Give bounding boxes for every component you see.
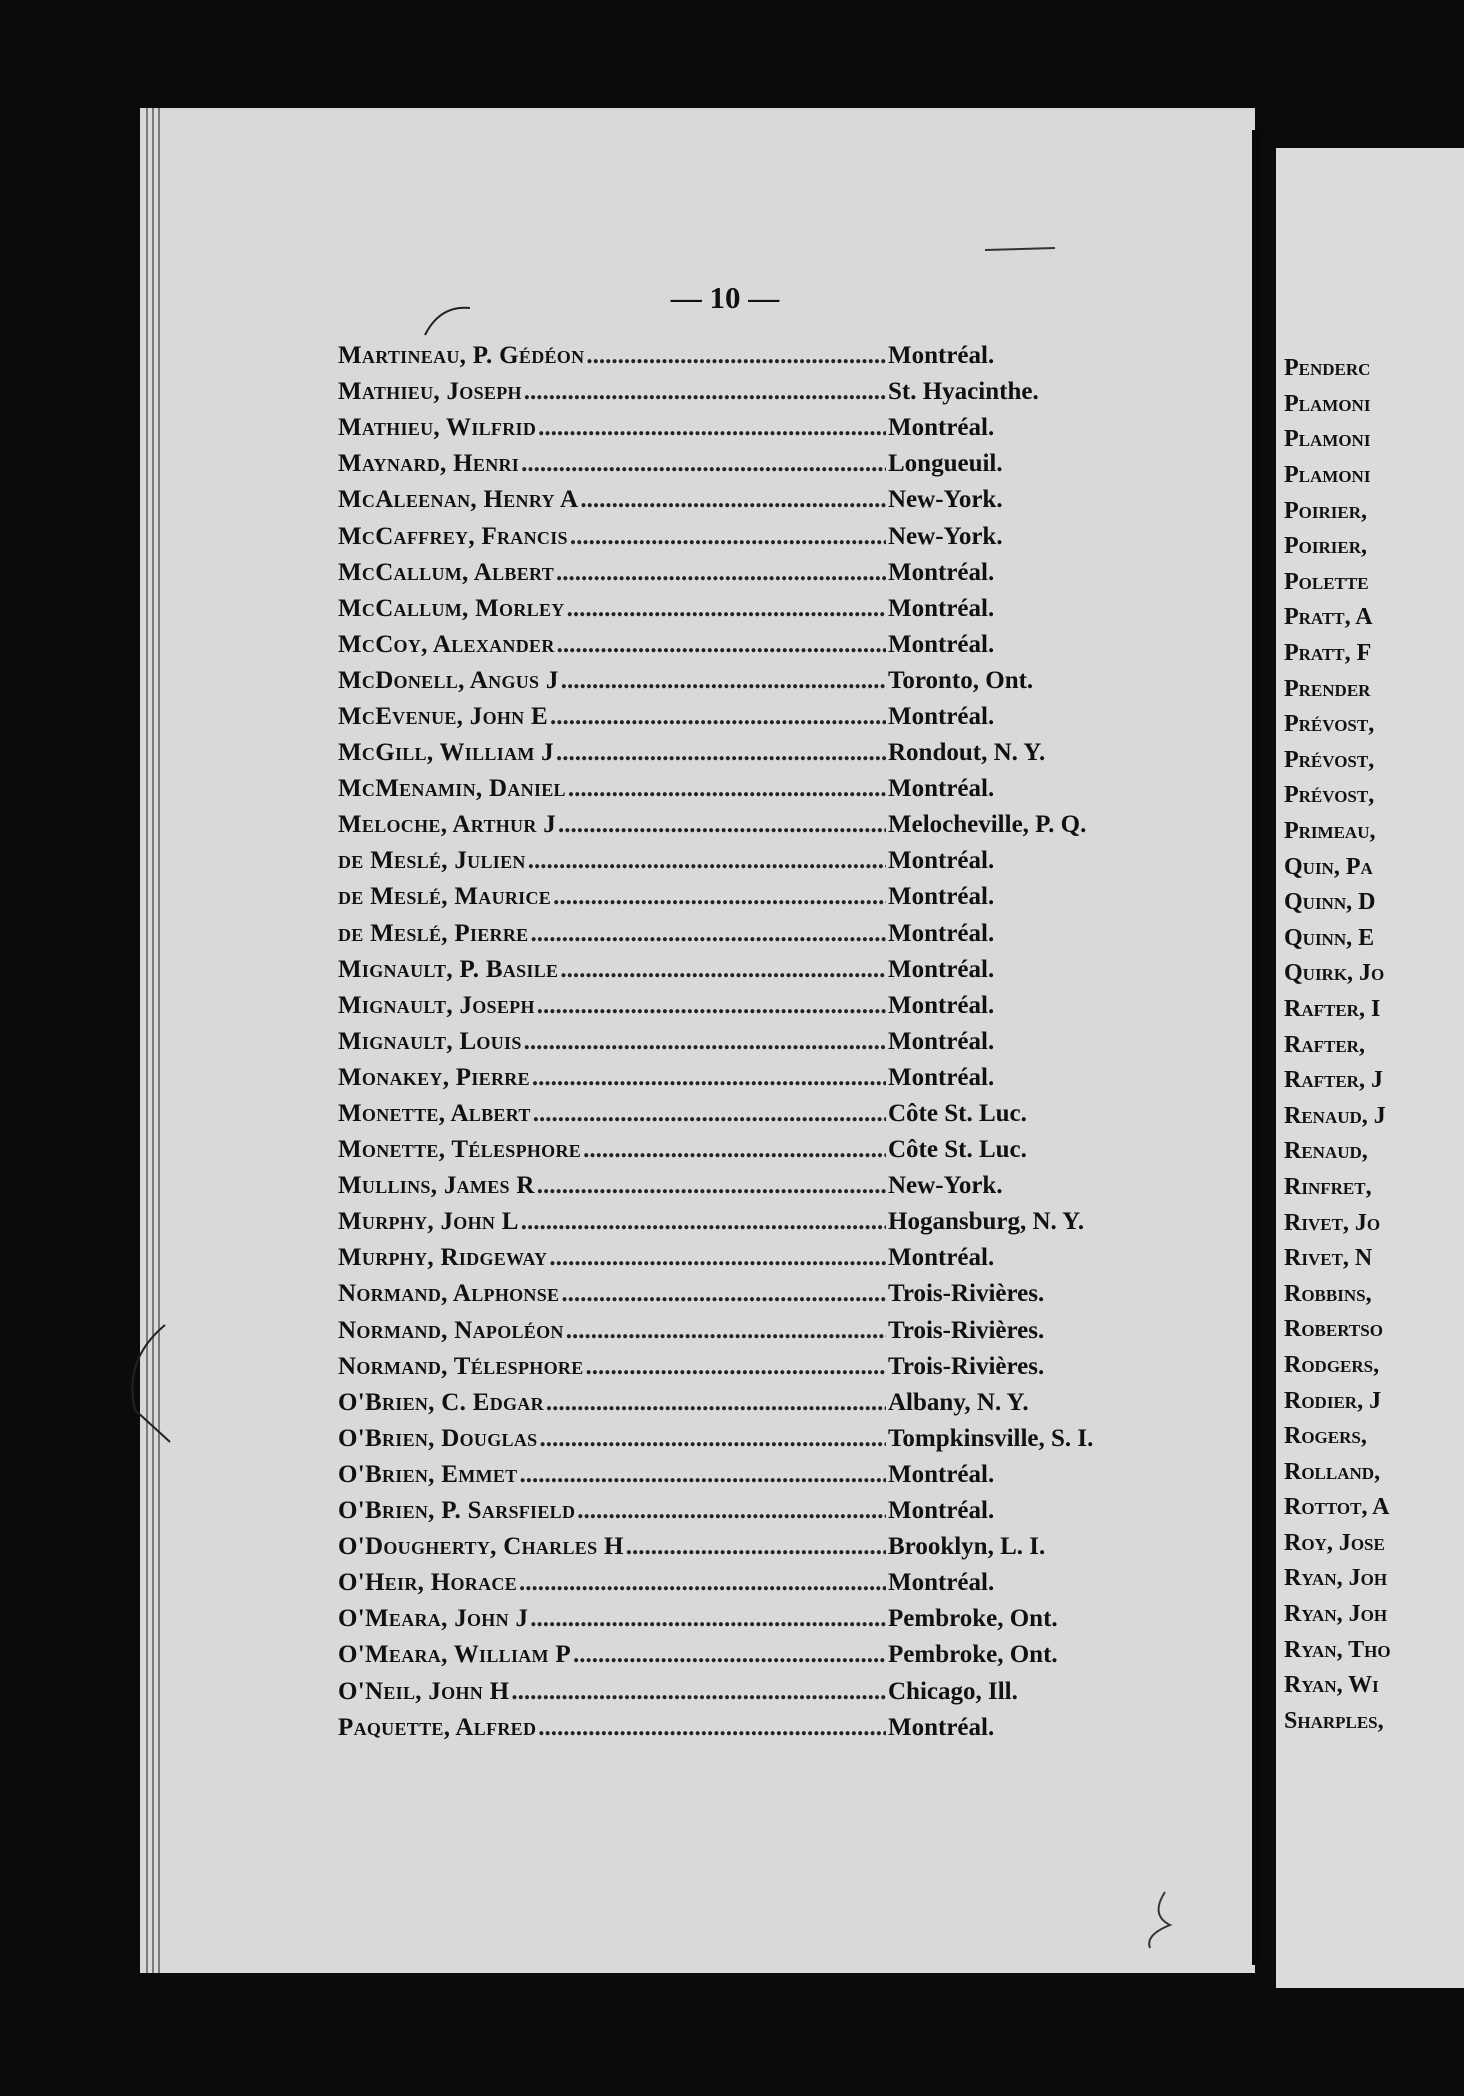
entry-place: Montréal. [888,775,995,803]
dot-leader [519,1461,886,1489]
entry-name: Normand, Napoléon [338,1316,564,1344]
facing-list-item: Quinn, D [1284,889,1376,916]
list-item [338,1060,1158,1096]
dot-leader [558,811,886,839]
dot-leader [580,486,886,514]
entry-name: Mullins, James R [338,1172,535,1200]
dot-leader [583,1136,886,1164]
facing-list-item: Penderc [1284,355,1371,382]
entry-name: McCallum, Morley [338,594,565,622]
list-item [338,410,1158,446]
entry-place: Montréal. [888,847,995,875]
entry-name: O'Dougherty, Charles H [338,1533,624,1561]
entry-name: McCaffrey, Francis [338,522,568,550]
list-item [338,1276,1158,1312]
pen-mark [420,300,500,340]
dot-leader [550,703,886,731]
list-item [338,807,1158,843]
entry-place: Pembroke, Ont. [888,1605,1058,1633]
pen-mark [980,240,1060,260]
dot-leader [524,378,886,406]
facing-list-item: Rodier, J [1284,1387,1382,1414]
entry-place: Longueuil. [888,450,1003,478]
dot-leader [521,450,886,478]
dot-leader [556,739,886,767]
facing-list-item: Rafter, [1284,1031,1365,1058]
facing-list-item: Robertso [1284,1316,1383,1343]
facing-list-item: Primeau, [1284,818,1376,845]
list-item [338,1637,1158,1673]
entry-place: Albany, N. Y. [888,1388,1029,1416]
list-item [338,1096,1158,1132]
list-item [338,663,1158,699]
facing-list-item: Rinfret, [1284,1173,1372,1200]
entry-place: Brooklyn, L. I. [888,1533,1046,1561]
entry-place: Montréal. [888,594,995,622]
facing-list-item: Quirk, Jo [1284,960,1385,987]
entry-place: New-York. [888,486,1003,514]
dot-leader [537,1172,886,1200]
dot-leader [521,1208,886,1236]
facing-list-item: Prévost, [1284,711,1375,738]
entry-name: McGill, William J [338,739,554,767]
entry-name: O'Meara, John J [338,1605,529,1633]
list-item [338,555,1158,591]
entry-place: Montréal. [888,1027,995,1055]
facing-list-item: Quin, Pa [1284,853,1373,880]
facing-list-item: Ryan, Joh [1284,1601,1388,1628]
dot-leader [573,1641,886,1669]
facing-list-item: Roy, Jose [1284,1529,1385,1556]
entry-name: Normand, Alphonse [338,1280,560,1308]
facing-list-item: Pratt, A [1284,604,1373,631]
list-item [338,591,1158,627]
entry-name: Monette, Albert [338,1100,531,1128]
entry-place: Chicago, Ill. [888,1677,1018,1705]
list-item [338,1565,1158,1601]
dot-leader [586,1353,887,1381]
entry-place: Trois-Rivières. [888,1352,1045,1380]
entry-place: Montréal. [888,702,995,730]
dot-leader [528,847,886,875]
list-item [338,1493,1158,1529]
facing-list-item: Sharples, [1284,1707,1384,1734]
entry-place: Montréal. [888,991,995,1019]
dot-leader [567,595,886,623]
entry-name: Meloche, Arthur J [338,811,557,839]
facing-list-item: Renaud, J [1284,1102,1386,1129]
list-item [338,446,1158,482]
list-item [338,518,1158,554]
list-item [338,952,1158,988]
entry-place: Montréal. [888,919,995,947]
entry-place: Pembroke, Ont. [888,1641,1058,1669]
entry-name: McDonell, Angus J [338,666,559,694]
facing-list-item: Plamoni [1284,462,1371,489]
entry-place: St. Hyacinthe. [888,378,1039,406]
dot-leader [570,523,886,551]
facing-list-item: Rodgers, [1284,1351,1380,1378]
facing-list-item: Quinn, E [1284,924,1375,951]
list-item [338,1240,1158,1276]
list-item [338,735,1158,771]
dot-leader [566,1317,886,1345]
entry-name: Mathieu, Joseph [338,378,522,406]
list-item [338,1421,1158,1457]
facing-list-item: Prévost, [1284,746,1375,773]
entry-place: Rondout, N. Y. [888,739,1046,767]
dot-leader [560,956,886,984]
list-item [338,1529,1158,1565]
dot-leader [577,1497,886,1525]
entry-name: Martineau, P. Gédéon [338,342,585,370]
entry-name: O'Brien, Emmet [338,1460,518,1488]
facing-list-item: Ryan, Joh [1284,1565,1388,1592]
entry-name: Monette, Télesphore [338,1136,582,1164]
facing-list-item: Ryan, Tho [1284,1636,1391,1663]
entry-place: Montréal. [888,342,995,370]
entry-place: Montréal. [888,883,995,911]
facing-page [1276,148,1464,1988]
dot-leader [519,1569,886,1597]
list-item [338,988,1158,1024]
facing-list-item: Ryan, Wi [1284,1672,1379,1699]
list-item [338,1132,1158,1168]
entry-name: Monakey, Pierre [338,1063,530,1091]
entry-place: Trois-Rivières. [888,1316,1045,1344]
entry-place: Montréal. [888,1244,995,1272]
entry-name: Murphy, Ridgeway [338,1244,548,1272]
entry-place: Trois-Rivières. [888,1280,1045,1308]
list-item [338,843,1158,879]
entry-place: Côte St. Luc. [888,1136,1027,1164]
dot-leader [537,992,886,1020]
list-item [338,771,1158,807]
list-item [338,879,1158,915]
list-item [338,1385,1158,1421]
list-item [338,916,1158,952]
list-item [338,699,1158,735]
list-item [338,1024,1158,1060]
bracket-mark [115,1320,175,1450]
dot-leader [524,1028,886,1056]
entry-name: O'Neil, John H [338,1677,510,1705]
entry-name: McEvenue, John E [338,702,549,730]
entry-name: Mignault, Louis [338,1027,522,1055]
entry-place: New-York. [888,522,1003,550]
entry-place: Montréal. [888,955,995,983]
dot-leader [539,1425,886,1453]
entry-place: Montréal. [888,1460,995,1488]
entry-place: Côte St. Luc. [888,1100,1027,1128]
list-item [338,627,1158,663]
directory-list [338,338,1158,1746]
entry-name: O'Meara, William P [338,1641,571,1669]
list-item [338,1313,1158,1349]
binding-edge [146,108,148,1973]
facing-list-item: Rafter, J [1284,1067,1383,1094]
page-number: — 10 — [670,280,780,315]
entry-name: de Meslé, Julien [338,847,526,875]
list-item [338,1349,1158,1385]
dot-leader [533,1100,886,1128]
entry-place: Tompkinsville, S. I. [888,1424,1094,1452]
facing-list-item: Rafter, I [1284,995,1381,1022]
entry-place: Montréal. [888,558,995,586]
facing-list-item: Rolland, [1284,1458,1381,1485]
entry-name: Maynard, Henri [338,450,520,478]
entry-place: Montréal. [888,630,995,658]
entry-name: O'Brien, C. Edgar [338,1388,544,1416]
list-item [338,1710,1158,1746]
dot-leader [561,1280,886,1308]
binding-edge [158,108,160,1973]
list-item [338,482,1158,518]
facing-list-item: Prender [1284,675,1371,702]
binding-edge [152,108,154,1973]
dot-leader [556,559,886,587]
facing-list-item: Robbins, [1284,1280,1372,1307]
facing-list-item: Polette [1284,568,1369,595]
list-item [338,374,1158,410]
facing-page-list [1284,351,1391,1739]
entry-place: Toronto, Ont. [888,666,1034,694]
entry-place: Montréal. [888,1713,995,1741]
dot-leader [546,1389,886,1417]
dot-leader [586,342,886,370]
facing-list-item: Rogers, [1284,1423,1367,1450]
list-item [338,1601,1158,1637]
dot-leader [553,883,886,911]
dot-leader [557,631,886,659]
dot-leader [561,667,886,695]
dot-leader [626,1533,886,1561]
page-divider [1252,130,1261,1965]
dot-leader [538,1714,886,1742]
dot-leader [549,1244,886,1272]
dot-leader [532,1064,886,1092]
facing-list-item: Poirier, [1284,497,1368,524]
list-item [338,1457,1158,1493]
facing-list-item: Renaud, [1284,1138,1368,1165]
facing-list-item: Poirier, [1284,533,1368,560]
dot-leader [530,920,886,948]
facing-list-item: Rottot, A [1284,1494,1390,1521]
dot-leader [568,775,886,803]
facing-list-item: Plamoni [1284,390,1371,417]
entry-place: Montréal. [888,1497,995,1525]
entry-name: Mignault, Joseph [338,991,535,1019]
entry-place: Montréal. [888,1063,995,1091]
entry-name: Mathieu, Wilfrid [338,414,537,442]
entry-place: Montréal. [888,414,995,442]
entry-name: Mignault, P. Basile [338,955,559,983]
facing-list-item: Rivet, N [1284,1245,1373,1272]
entry-name: de Meslé, Maurice [338,883,552,911]
entry-name: de Meslé, Pierre [338,919,529,947]
entry-place: Melocheville, P. Q. [888,811,1087,839]
entry-name: McCallum, Albert [338,558,555,586]
entry-name: McCoy, Alexander [338,630,555,658]
facing-list-item: Plamoni [1284,426,1371,453]
dot-leader [530,1605,886,1633]
list-item [338,1204,1158,1240]
entry-name: O'Heir, Horace [338,1569,517,1597]
entry-place: Montréal. [888,1569,995,1597]
entry-name: McAleenan, Henry A [338,486,579,514]
dot-leader [511,1678,886,1706]
entry-place: Hogansburg, N. Y. [888,1208,1085,1236]
list-item [338,1168,1158,1204]
entry-name: O'Brien, Douglas [338,1424,538,1452]
pen-mark [1140,1890,1180,1950]
facing-list-item: Rivet, Jo [1284,1209,1381,1236]
entry-name: McMenamin, Daniel [338,775,566,803]
facing-list-item: Prévost, [1284,782,1375,809]
dot-leader [538,414,886,442]
list-item [338,338,1158,374]
list-item [338,1673,1158,1709]
entry-name: Murphy, John L [338,1208,519,1236]
entry-name: O'Brien, P. Sarsfield [338,1497,576,1525]
entry-name: Paquette, Alfred [338,1713,537,1741]
entry-place: New-York. [888,1172,1003,1200]
entry-name: Normand, Télesphore [338,1352,584,1380]
facing-list-item: Pratt, F [1284,640,1372,667]
